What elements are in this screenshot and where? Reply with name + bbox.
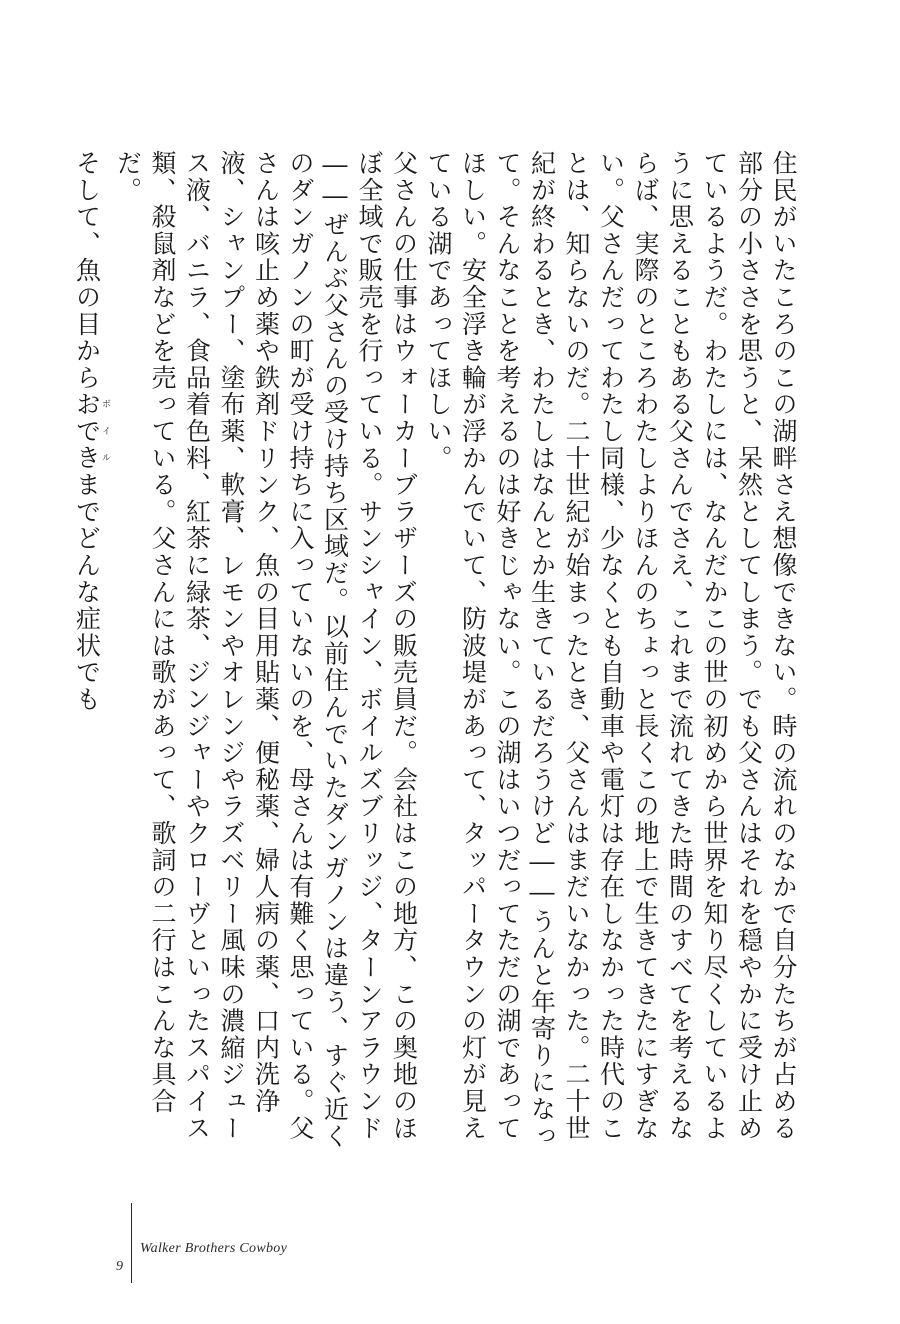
verse-before: そして、魚の目から [72,150,102,392]
paragraph-2 [110,150,421,1150]
paragraph-1: 住民がいたころのこの湖畔さえ想像できない。時の流れのなかで自分たちが占める部分の小ささを思うと、呆然としてしまう。でも父さんはそれを穏やかに受け止めているようだ。わたしには、なんだかこの世の初めから世界を知り尽くしているように思えることもある父さんでさえ、これまで流れてきた時間のすべてを考えるならば、実際のところわたしよりほんのちょっと長くこの地上で生きてきたにすぎない。父さんだってわたし同様、少なくとも自動車や電灯は存在しなかった時代のことは、知らないのだ。二十世紀が始まったとき、父さんはまだいなかった。二十世紀が終わるとき、わたしはなんとか生きているだろうけど――うんと年寄りになって。そんなことを考えるのは好きじゃない。この湖はいつだってただの湖であってほしい。安全浮き輪が浮かんでいて、防波堤があって、タッパータウンの灯が見えている湖であってほしい。 [424,150,798,1150]
verse-ruby [72,391,110,472]
verse-ruby-base: おでき [72,391,102,472]
paragraph-2-text: 父さんの仕事はウォーカーブラザーズの販売員だ。会社はこの地方、この奥地のほぼ全域で販売を行っている。サンシャイン、ボイルズブリッジ、ターンアラウンド――ぜんぶ父さんの受け持ち区域だ。以前住んでいたダンガノンは違う、すぐ近くのダンガノンの町が受け持ちに入っていないのを、母さんは有難く思っている。父さんは咳止め薬や鉄剤ドリンク、魚の目用貼薬、便秘薬、婦人病の薬、口内洗浄液、シャンプー、塗布薬、軟膏、レモンやオレンジやラズベリー風味の濃縮ジュース液、バニラ、食品着色料、紅茶に緑茶、ジンジャーやクローヴといったスパイス類、殺鼠剤などを売っている。父さんには歌があって、歌詞の二行はこんな具合だ。 [113,150,419,1150]
verse-after: までどんな症状でも [72,471,102,713]
verse-ruby-text: ボイル [100,391,110,472]
vertical-text-block [69,150,800,1150]
song-verse [69,150,110,1150]
folio-divider [131,1203,132,1283]
running-title: Walker Brothers Cowboy [140,1241,288,1256]
page-number: 9 [116,1259,123,1274]
